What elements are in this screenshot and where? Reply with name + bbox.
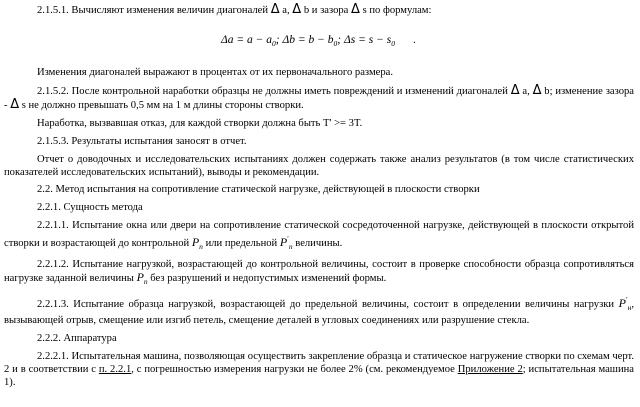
load-symbol: P: [191, 235, 200, 250]
section-heading-2-2-2: 2.2.2. Аппаратура: [37, 332, 117, 344]
paragraph-report: Отчет о доводочных и исследовательских испытаниях должен содержать также анализ результатов (в том числе статистических показателей исследовательских испытаний), выводы и рекомендации.: [4, 153, 634, 178]
load-symbol: P: [618, 296, 626, 311]
paragraph-2-1-5-3: 2.1.5.3. Результаты испытания заносят в отчет.: [37, 135, 247, 147]
load-symbol: P: [279, 235, 288, 250]
load-symbol: P: [136, 270, 144, 285]
delta-symbol: Δ: [351, 2, 360, 17]
section-heading-2-2-1: 2.2.1. Сущность метода: [37, 202, 143, 214]
paragraph-diagonal-percent: Изменения диагоналей выражают в процентах от их первоначального размера.: [37, 67, 393, 78]
delta-symbol: Δ: [292, 2, 302, 17]
formula-diagonals: $\Delta a = a - a_0$; $\Delta b = b - b_0$; $\Delta s = s - s_0$ .: [221, 34, 416, 48]
link-clause-2-2-1[interactable]: п. 2.2.1: [98, 363, 132, 375]
paragraph-2-2-1-3: 2.2.1.3. Испытание образца нагрузкой, возрастающей до предельной величины, состоит в определении величины нагрузки $P'_н$, вызывающей отрыв, смещение или изгиб петель, смещение деталей в угловых соединениях или разрушение стекла.: [4, 295, 634, 327]
delta-symbol: Δ: [270, 2, 280, 17]
delta-symbol: Δ: [10, 96, 20, 112]
delta-symbol: Δ: [510, 82, 520, 98]
paragraph-2-2-1-2: 2.2.1.2. Испытание нагрузкой, возрастающей до контрольной величины, состоит в проверке способности образца сопротивляться нагрузке заданной величины $P_п$ без разрушений и недопустимых изменений формы.: [4, 259, 634, 287]
paragraph-2-1-5-2: 2.1.5.2. После контрольной наработки образцы не должны иметь повреждений и изменений диагоналей Δ a, Δ b; изменение зазора - Δ s не должно превышать 0,5 мм на 1 м длины стороны створки.: [4, 82, 634, 112]
paragraph-failure-threshold: Наработка, вызвавшая отказ, для каждой створки должна быть T' >= 3T.: [37, 117, 363, 129]
section-heading-2-2: 2.2. Метод испытания на сопротивление статической нагрузке, действующей в плоскости створки: [37, 184, 480, 196]
document-page: [4, 3, 634, 394]
link-appendix-2[interactable]: Приложение 2: [457, 363, 523, 375]
paragraph-2-1-5-1: 2.1.5.1. Вычисляют изменения величин диагоналей Δ a, Δ b и зазора Δ s по формулам:: [37, 2, 432, 17]
paragraph-2-2-1-1: 2.2.1.1. Испытание окна или двери на сопротивление статической сосредоточенной нагрузке, действующей в плоскости открытой створки и возрастающей до контрольной $P_п$ или предельной $P'_п$ величины.: [4, 220, 634, 252]
paragraph-2-2-2-1: 2.2.2.1. Испытательная машина, позволяющая осуществить закрепление образца и статическое нагружение створки по схемам черт. 2 и в соответствии с п. 2.2.1, с погрешностью измерения нагрузки не более 2% (см. рекомендуемое Приложение 2; испытательная машина 1).: [4, 350, 634, 388]
delta-symbol: Δ: [532, 82, 542, 98]
